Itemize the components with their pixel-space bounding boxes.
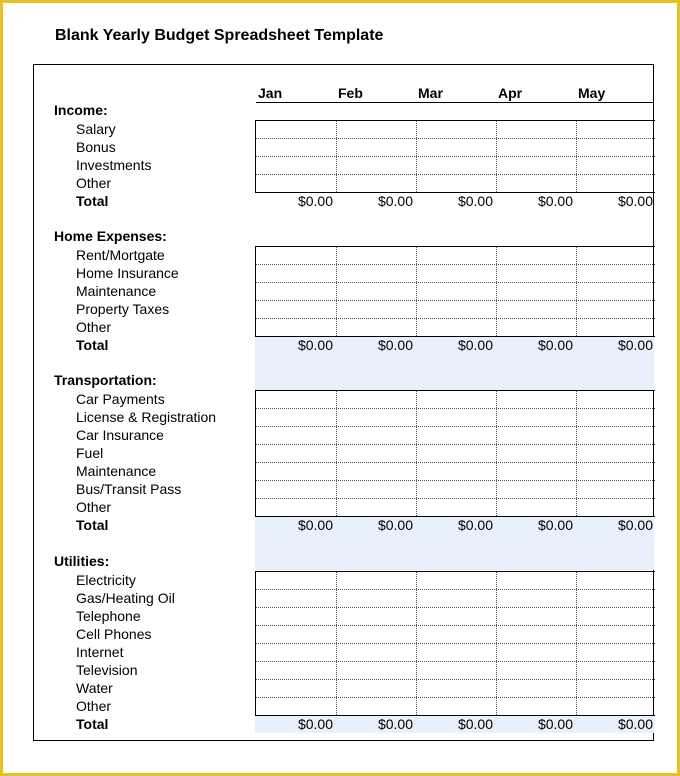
entry-cell-apr[interactable] xyxy=(496,626,576,643)
entry-row xyxy=(256,608,655,626)
entry-cell-jan[interactable] xyxy=(256,698,336,715)
entry-cell-jan[interactable] xyxy=(256,608,336,625)
entry-cell-jan[interactable] xyxy=(256,265,336,282)
entry-cell-feb[interactable] xyxy=(336,445,416,462)
entry-cell-apr[interactable] xyxy=(496,409,576,426)
entry-cell-jan[interactable] xyxy=(256,626,336,643)
entry-cell-apr[interactable] xyxy=(496,499,576,516)
entry-cell-may[interactable] xyxy=(576,644,656,661)
line-item-label: Cell Phones xyxy=(76,626,152,642)
entry-cell-feb[interactable] xyxy=(336,301,416,318)
month-header-row xyxy=(256,85,654,103)
entry-row xyxy=(256,698,655,716)
month-header-jan: Jan xyxy=(258,85,283,101)
entry-cell-mar[interactable] xyxy=(416,463,496,480)
total-amount-feb: $0.00 xyxy=(377,337,413,353)
total-amount-may: $0.00 xyxy=(617,337,653,353)
grid-column-divider xyxy=(576,121,577,192)
entry-row xyxy=(256,463,655,481)
entry-cell-may[interactable] xyxy=(576,680,656,697)
entry-cell-feb[interactable] xyxy=(336,608,416,625)
entry-row xyxy=(256,139,655,157)
entry-cell-may[interactable] xyxy=(576,247,656,264)
total-label-0: Total xyxy=(76,193,109,209)
line-item-label: Internet xyxy=(76,644,124,660)
total-label-3: Total xyxy=(76,716,109,732)
entry-cell-apr[interactable] xyxy=(496,698,576,715)
line-item-label: Telephone xyxy=(76,608,141,624)
entry-cell-jan[interactable] xyxy=(256,590,336,607)
entry-cell-jan[interactable] xyxy=(256,463,336,480)
entry-cell-jan[interactable] xyxy=(256,121,336,138)
entry-cell-apr[interactable] xyxy=(496,319,576,336)
entry-cell-apr[interactable] xyxy=(496,157,576,174)
entry-cell-may[interactable] xyxy=(576,409,656,426)
entry-row xyxy=(256,391,655,409)
total-label-1: Total xyxy=(76,337,109,353)
entry-cell-may[interactable] xyxy=(576,175,656,192)
entry-cell-apr[interactable] xyxy=(496,301,576,318)
entry-row xyxy=(256,175,655,193)
entry-row xyxy=(256,644,655,662)
entry-cell-apr[interactable] xyxy=(496,427,576,444)
entry-row xyxy=(256,445,655,463)
entry-cell-jan[interactable] xyxy=(256,391,336,408)
total-amount-may: $0.00 xyxy=(617,193,653,209)
entry-cell-may[interactable] xyxy=(576,427,656,444)
entry-cell-jan[interactable] xyxy=(256,427,336,444)
total-amount-jan: $0.00 xyxy=(297,716,333,732)
entry-cell-mar[interactable] xyxy=(416,626,496,643)
total-amount-jan: $0.00 xyxy=(297,193,333,209)
entry-cell-mar[interactable] xyxy=(416,680,496,697)
entry-row xyxy=(256,301,655,319)
page-title: Blank Yearly Budget Spreadsheet Template xyxy=(55,27,384,44)
line-item-label: Other xyxy=(76,698,112,714)
section-label-2: Transportation: xyxy=(54,372,157,388)
line-item-label: Home Insurance xyxy=(76,265,179,281)
entry-cell-mar[interactable] xyxy=(416,445,496,462)
entry-cell-may[interactable] xyxy=(576,608,656,625)
entry-cell-feb[interactable] xyxy=(336,698,416,715)
section-label-3: Utilities: xyxy=(54,553,110,569)
entry-cell-apr[interactable] xyxy=(496,680,576,697)
entry-cell-may[interactable] xyxy=(576,445,656,462)
entry-cell-may[interactable] xyxy=(576,572,656,589)
entry-cell-jan[interactable] xyxy=(256,409,336,426)
line-item-label: Maintenance xyxy=(76,283,157,299)
entry-cell-feb[interactable] xyxy=(336,463,416,480)
line-item-label: Fuel xyxy=(76,445,104,461)
line-item-label: Investments xyxy=(76,157,152,173)
entry-cell-feb[interactable] xyxy=(336,680,416,697)
entry-cell-mar[interactable] xyxy=(416,481,496,498)
entry-cell-apr[interactable] xyxy=(496,121,576,138)
entry-cell-feb[interactable] xyxy=(336,247,416,264)
entry-row xyxy=(256,572,655,590)
entry-row xyxy=(256,427,655,445)
grid-column-divider xyxy=(576,247,577,336)
entry-cell-feb[interactable] xyxy=(336,265,416,282)
entry-cell-jan[interactable] xyxy=(256,301,336,318)
entry-cell-mar[interactable] xyxy=(416,301,496,318)
month-header-apr: Apr xyxy=(498,85,523,101)
entry-cell-feb[interactable] xyxy=(336,427,416,444)
entry-cell-jan[interactable] xyxy=(256,680,336,697)
entry-cell-mar[interactable] xyxy=(416,319,496,336)
line-item-label: Other xyxy=(76,319,112,335)
line-item-label: Property Taxes xyxy=(76,301,170,317)
grid-column-divider xyxy=(496,391,497,516)
line-item-label: Car Insurance xyxy=(76,427,164,443)
entry-row xyxy=(256,265,655,283)
total-amount-apr: $0.00 xyxy=(537,517,573,533)
entry-grid-1 xyxy=(255,246,655,337)
line-item-label: License & Registration xyxy=(76,409,217,425)
entry-cell-feb[interactable] xyxy=(336,175,416,192)
entry-cell-mar[interactable] xyxy=(416,175,496,192)
entry-cell-jan[interactable] xyxy=(256,247,336,264)
entry-grid-3 xyxy=(255,571,655,716)
entry-cell-mar[interactable] xyxy=(416,608,496,625)
section-label-0: Income: xyxy=(54,102,108,118)
line-item-label: Electricity xyxy=(76,572,136,588)
line-item-label: Bus/Transit Pass xyxy=(76,481,182,497)
entry-cell-mar[interactable] xyxy=(416,247,496,264)
total-amount-apr: $0.00 xyxy=(537,337,573,353)
entry-cell-jan[interactable] xyxy=(256,139,336,156)
budget-sheet xyxy=(33,64,654,741)
entry-cell-may[interactable] xyxy=(576,391,656,408)
month-header-feb: Feb xyxy=(338,85,363,101)
total-amount-may: $0.00 xyxy=(617,517,653,533)
entry-cell-mar[interactable] xyxy=(416,698,496,715)
section-label-1: Home Expenses: xyxy=(54,228,167,244)
entry-cell-mar[interactable] xyxy=(416,139,496,156)
entry-row xyxy=(256,247,655,265)
entry-cell-jan[interactable] xyxy=(256,499,336,516)
line-item-label: Maintenance xyxy=(76,463,157,479)
entry-cell-feb[interactable] xyxy=(336,626,416,643)
total-amount-may: $0.00 xyxy=(617,716,653,732)
entry-cell-mar[interactable] xyxy=(416,409,496,426)
entry-cell-mar[interactable] xyxy=(416,662,496,679)
entry-cell-may[interactable] xyxy=(576,157,656,174)
total-amount-mar: $0.00 xyxy=(457,193,493,209)
entry-cell-mar[interactable] xyxy=(416,391,496,408)
line-item-label: Water xyxy=(76,680,113,696)
entry-cell-feb[interactable] xyxy=(336,662,416,679)
entry-row xyxy=(256,157,655,175)
entry-cell-apr[interactable] xyxy=(496,644,576,661)
grid-column-divider xyxy=(336,391,337,516)
entry-row xyxy=(256,499,655,517)
entry-cell-mar[interactable] xyxy=(416,499,496,516)
entry-cell-feb[interactable] xyxy=(336,572,416,589)
entry-cell-may[interactable] xyxy=(576,590,656,607)
total-amount-mar: $0.00 xyxy=(457,517,493,533)
total-amount-apr: $0.00 xyxy=(537,716,573,732)
entry-row xyxy=(256,319,655,337)
grid-column-divider xyxy=(496,572,497,715)
total-amount-mar: $0.00 xyxy=(457,716,493,732)
grid-column-divider xyxy=(416,247,417,336)
entry-row xyxy=(256,590,655,608)
entry-row xyxy=(256,409,655,427)
entry-cell-may[interactable] xyxy=(576,319,656,336)
entry-row xyxy=(256,121,655,139)
total-amount-jan: $0.00 xyxy=(297,517,333,533)
entry-cell-jan[interactable] xyxy=(256,481,336,498)
entry-cell-may[interactable] xyxy=(576,301,656,318)
entry-cell-mar[interactable] xyxy=(416,572,496,589)
entry-cell-feb[interactable] xyxy=(336,499,416,516)
line-item-label: Bonus xyxy=(76,139,116,155)
entry-cell-may[interactable] xyxy=(576,481,656,498)
total-label-2: Total xyxy=(76,517,109,533)
entry-cell-jan[interactable] xyxy=(256,644,336,661)
entry-cell-jan[interactable] xyxy=(256,662,336,679)
line-item-label: Rent/Mortgate xyxy=(76,247,165,263)
entry-cell-jan[interactable] xyxy=(256,175,336,192)
grid-column-divider xyxy=(416,391,417,516)
entry-cell-apr[interactable] xyxy=(496,481,576,498)
entry-cell-apr[interactable] xyxy=(496,247,576,264)
entry-cell-may[interactable] xyxy=(576,463,656,480)
entry-cell-apr[interactable] xyxy=(496,391,576,408)
grid-column-divider xyxy=(336,247,337,336)
entry-cell-feb[interactable] xyxy=(336,644,416,661)
line-item-label: Other xyxy=(76,175,112,191)
entry-row xyxy=(256,626,655,644)
entry-cell-apr[interactable] xyxy=(496,572,576,589)
grid-column-divider xyxy=(336,121,337,192)
entry-row xyxy=(256,680,655,698)
entry-cell-jan[interactable] xyxy=(256,572,336,589)
line-item-label: Gas/Heating Oil xyxy=(76,590,175,606)
total-amount-feb: $0.00 xyxy=(377,716,413,732)
total-amount-apr: $0.00 xyxy=(537,193,573,209)
month-header-mar: Mar xyxy=(418,85,443,101)
entry-row xyxy=(256,662,655,680)
entry-cell-feb[interactable] xyxy=(336,121,416,138)
entry-cell-may[interactable] xyxy=(576,121,656,138)
grid-column-divider xyxy=(496,247,497,336)
grid-column-divider xyxy=(416,572,417,715)
month-header-may: May xyxy=(578,85,606,101)
entry-cell-apr[interactable] xyxy=(496,175,576,192)
entry-grid-2 xyxy=(255,390,655,517)
entry-cell-may[interactable] xyxy=(576,139,656,156)
entry-cell-may[interactable] xyxy=(576,283,656,300)
line-item-label: Other xyxy=(76,499,112,515)
entry-grid-0 xyxy=(255,120,655,193)
entry-cell-mar[interactable] xyxy=(416,283,496,300)
entry-cell-mar[interactable] xyxy=(416,265,496,282)
grid-column-divider xyxy=(576,572,577,715)
entry-cell-may[interactable] xyxy=(576,499,656,516)
entry-cell-may[interactable] xyxy=(576,265,656,282)
entry-cell-mar[interactable] xyxy=(416,590,496,607)
entry-cell-may[interactable] xyxy=(576,662,656,679)
entry-cell-apr[interactable] xyxy=(496,445,576,462)
entry-cell-feb[interactable] xyxy=(336,157,416,174)
entry-cell-jan[interactable] xyxy=(256,157,336,174)
entry-cell-mar[interactable] xyxy=(416,121,496,138)
entry-cell-apr[interactable] xyxy=(496,662,576,679)
line-item-label: Salary xyxy=(76,121,116,137)
entry-cell-feb[interactable] xyxy=(336,409,416,426)
entry-cell-jan[interactable] xyxy=(256,283,336,300)
grid-column-divider xyxy=(336,572,337,715)
entry-row xyxy=(256,481,655,499)
line-item-label: Television xyxy=(76,662,138,678)
entry-cell-may[interactable] xyxy=(576,626,656,643)
entry-cell-feb[interactable] xyxy=(336,139,416,156)
total-amount-jan: $0.00 xyxy=(297,337,333,353)
grid-column-divider xyxy=(496,121,497,192)
entry-cell-jan[interactable] xyxy=(256,319,336,336)
entry-cell-mar[interactable] xyxy=(416,427,496,444)
entry-cell-apr[interactable] xyxy=(496,608,576,625)
grid-column-divider xyxy=(576,391,577,516)
entry-cell-apr[interactable] xyxy=(496,463,576,480)
entry-cell-mar[interactable] xyxy=(416,157,496,174)
entry-cell-feb[interactable] xyxy=(336,590,416,607)
entry-cell-apr[interactable] xyxy=(496,139,576,156)
line-item-label: Car Payments xyxy=(76,391,165,407)
entry-cell-apr[interactable] xyxy=(496,283,576,300)
total-amount-mar: $0.00 xyxy=(457,337,493,353)
entry-cell-may[interactable] xyxy=(576,698,656,715)
total-amount-feb: $0.00 xyxy=(377,193,413,209)
total-amount-feb: $0.00 xyxy=(377,517,413,533)
entry-cell-apr[interactable] xyxy=(496,265,576,282)
entry-cell-mar[interactable] xyxy=(416,644,496,661)
entry-cell-feb[interactable] xyxy=(336,319,416,336)
entry-row xyxy=(256,283,655,301)
entry-cell-feb[interactable] xyxy=(336,481,416,498)
entry-cell-feb[interactable] xyxy=(336,283,416,300)
entry-cell-apr[interactable] xyxy=(496,590,576,607)
entry-cell-feb[interactable] xyxy=(336,391,416,408)
grid-column-divider xyxy=(416,121,417,192)
entry-cell-jan[interactable] xyxy=(256,445,336,462)
